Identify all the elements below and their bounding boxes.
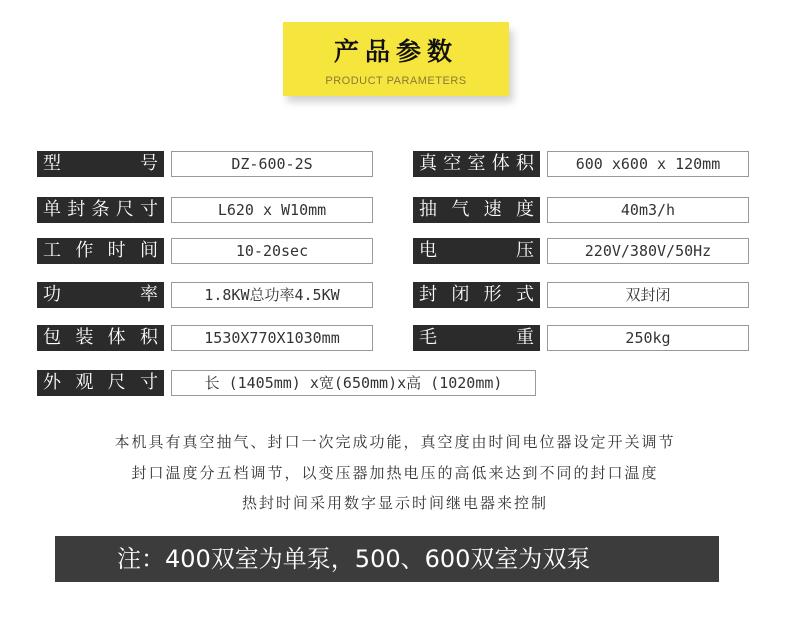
spec-label: 真 空 室 体 积 [413,151,540,177]
spec-value: L620 x W10mm [171,197,373,223]
spec-label: 外 观 尺 寸 [37,370,164,396]
description-line: 封口温度分五档调节，以变压器加热电压的高低来达到不同的封口温度 [131,464,659,482]
spec-value: 1.8KW总功率4.5KW [171,282,373,308]
spec-label: 功 率 [37,282,164,308]
spec-value: 250kg [547,325,749,351]
description-line: 本机具有真空抽气、封口一次完成功能，真空度由时间电位器设定开关调节 [114,433,676,451]
spec-label: 封 闭 形 式 [413,282,540,308]
page-subtitle: PRODUCT PARAMETERS [325,75,467,87]
note-banner: 注：400双室为单泵，500、600双室为双泵 [55,536,719,582]
description-line: 热封时间采用数字显示时间继电器来控制 [241,494,548,512]
spec-label: 型 号 [37,151,164,177]
spec-label: 毛 重 [413,325,540,351]
spec-value: 双封闭 [547,282,749,308]
spec-value: 220V/380V/50Hz [547,238,749,264]
spec-value: 长 (1405mm) x宽(650mm)x高 (1020mm) [171,370,536,396]
spec-label: 单 封 条 尺 寸 [37,197,164,223]
header-banner [283,22,509,96]
spec-label: 电 压 [413,238,540,264]
spec-label: 包 装 体 积 [37,325,164,351]
spec-value: 40m3/h [547,197,749,223]
spec-value: 600 x600 x 120mm [547,151,749,177]
spec-value: 1530X770X1030mm [171,325,373,351]
spec-label: 工 作 时 间 [37,238,164,264]
spec-label: 抽 气 速 度 [413,197,540,223]
page-title: 产品参数 [333,37,458,66]
spec-value: 10-20sec [171,238,373,264]
spec-value: DZ-600-2S [171,151,373,177]
